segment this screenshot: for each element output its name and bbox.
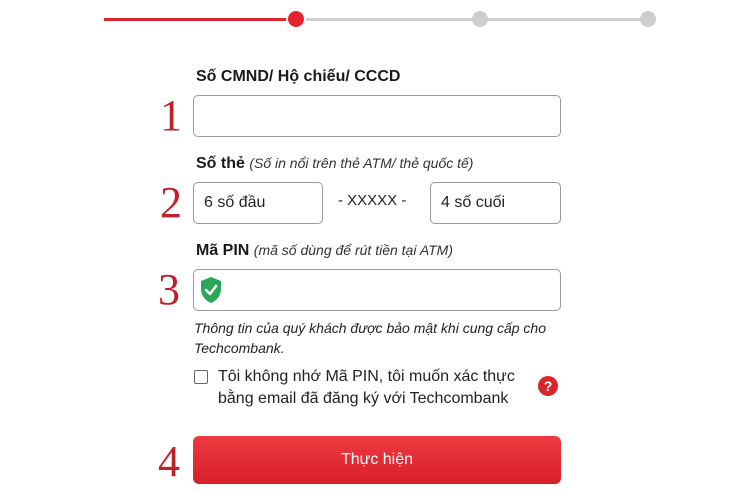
id-field-label: Số CMND/ Hộ chiếu/ CCCD xyxy=(196,68,401,85)
forgot-pin-checkbox[interactable] xyxy=(194,370,208,384)
progress-stepper xyxy=(104,10,646,28)
help-icon[interactable]: ? xyxy=(538,376,558,396)
pin-label-text: Mã PIN xyxy=(196,242,250,259)
submit-button[interactable]: Thực hiện xyxy=(193,436,561,484)
security-note: Thông tin của quý khách được bảo mật khi cung cấp cho Techcombank. xyxy=(194,320,546,356)
card-middle-separator: - XXXXX - xyxy=(338,192,407,209)
pin-label-hint: (mã số dùng để rút tiền tại ATM) xyxy=(253,242,453,258)
progress-track-active xyxy=(104,18,288,21)
step-dot-1-active xyxy=(288,11,304,27)
step-number-2: 2 xyxy=(160,178,182,227)
forgot-pin-label[interactable]: Tôi không nhớ Mã PIN, tôi muốn xác thực bằng email đã đăng ký với Techcombank xyxy=(218,368,515,407)
pin-field-label xyxy=(196,242,453,260)
step-dot-3 xyxy=(640,11,656,27)
card-label-hint: (Số in nổi trên thẻ ATM/ thẻ quốc tế) xyxy=(249,155,474,171)
card-first-digits-input[interactable] xyxy=(193,182,323,224)
step-number-1: 1 xyxy=(160,91,182,140)
progress-track-inactive xyxy=(288,18,646,21)
card-last-digits-input[interactable] xyxy=(430,182,561,224)
step-dot-2 xyxy=(472,11,488,27)
card-field-label xyxy=(196,155,473,173)
card-label-text: Số thẻ xyxy=(196,155,245,172)
id-number-input[interactable] xyxy=(193,95,561,137)
pin-input[interactable] xyxy=(193,269,561,311)
shield-check-icon xyxy=(199,276,223,304)
step-number-4: 4 xyxy=(158,437,180,486)
step-number-3: 3 xyxy=(158,265,180,314)
